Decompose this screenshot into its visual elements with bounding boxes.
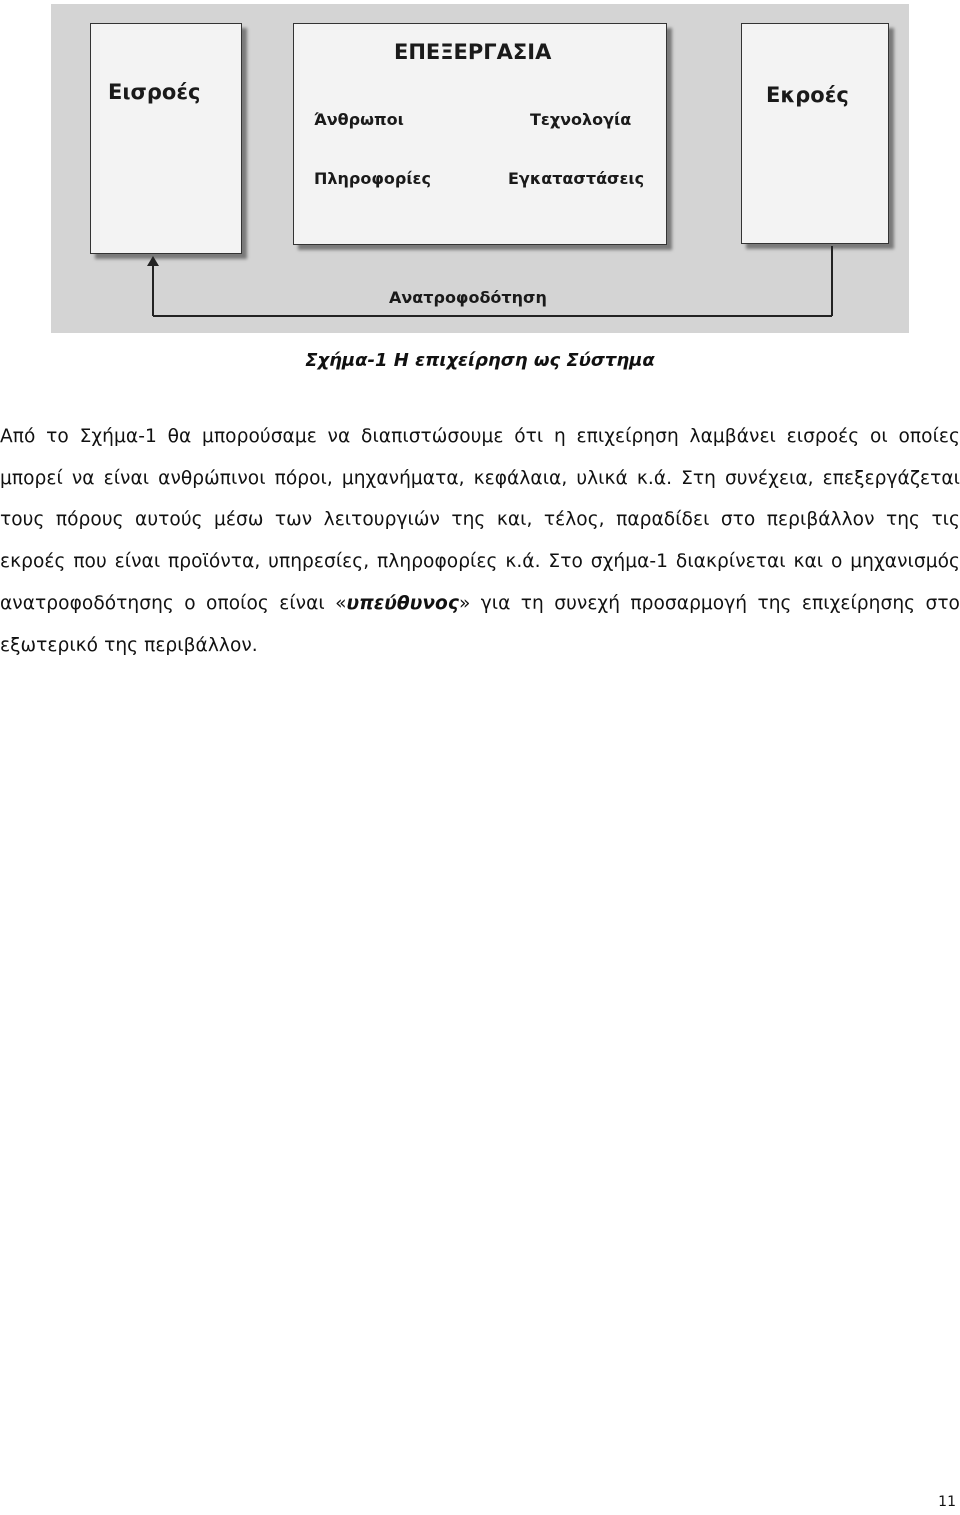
process-item-technology: Τεχνολογία (530, 110, 632, 129)
process-item-people: Άνθρωποι (314, 110, 404, 129)
body-paragraph (0, 416, 960, 666)
paragraph-text-1: Από το Σχήμα-1 θα μπορούσαμε να διαπιστώσουμε ότι η επιχείρηση λαμβάνει εισροές οι οποίες μπορεί να είναι ανθρώπινοι πόροι, μηχανήματα, κεφάλαια, υλικά κ.ά. Στη συνέχεια, επεξεργάζεται τους πόρους αυτούς μέσω των λειτουργιών της και, τέλος, παραδίδει στο περιβάλλον της τις εκροές που είναι προϊόντα, υπηρεσίες, πληροφορίες κ.ά. Στο σχήμα-1 διακρίνεται και ο μηχανισμός ανατροφοδότησης ο οποίος είναι « (0, 426, 960, 614)
paragraph-emphasis: υπεύθυνος (346, 592, 459, 614)
figure-caption: Σχήμα-1 Η επιχείρηση ως Σύστημα (305, 350, 655, 371)
feedback-loop (51, 4, 909, 333)
feedback-label: Ανατροφοδότηση (389, 288, 547, 307)
process-title: ΕΠΕΞΕΡΓΑΣΙΑ (394, 40, 552, 64)
inputs-label: Εισροές (108, 80, 201, 104)
process-item-information: Πληροφορίες (314, 169, 431, 188)
feedback-arrowhead (147, 256, 159, 266)
outputs-label: Εκροές (766, 83, 849, 107)
system-diagram (51, 4, 909, 333)
paragraph-text-2: » για τη συνεχή προσαρμογή της επιχείρησης στο εξωτερικό της περιβάλλον. (0, 592, 960, 656)
process-item-facilities: Εγκαταστάσεις (508, 169, 645, 188)
page-number: 11 (938, 1494, 956, 1510)
